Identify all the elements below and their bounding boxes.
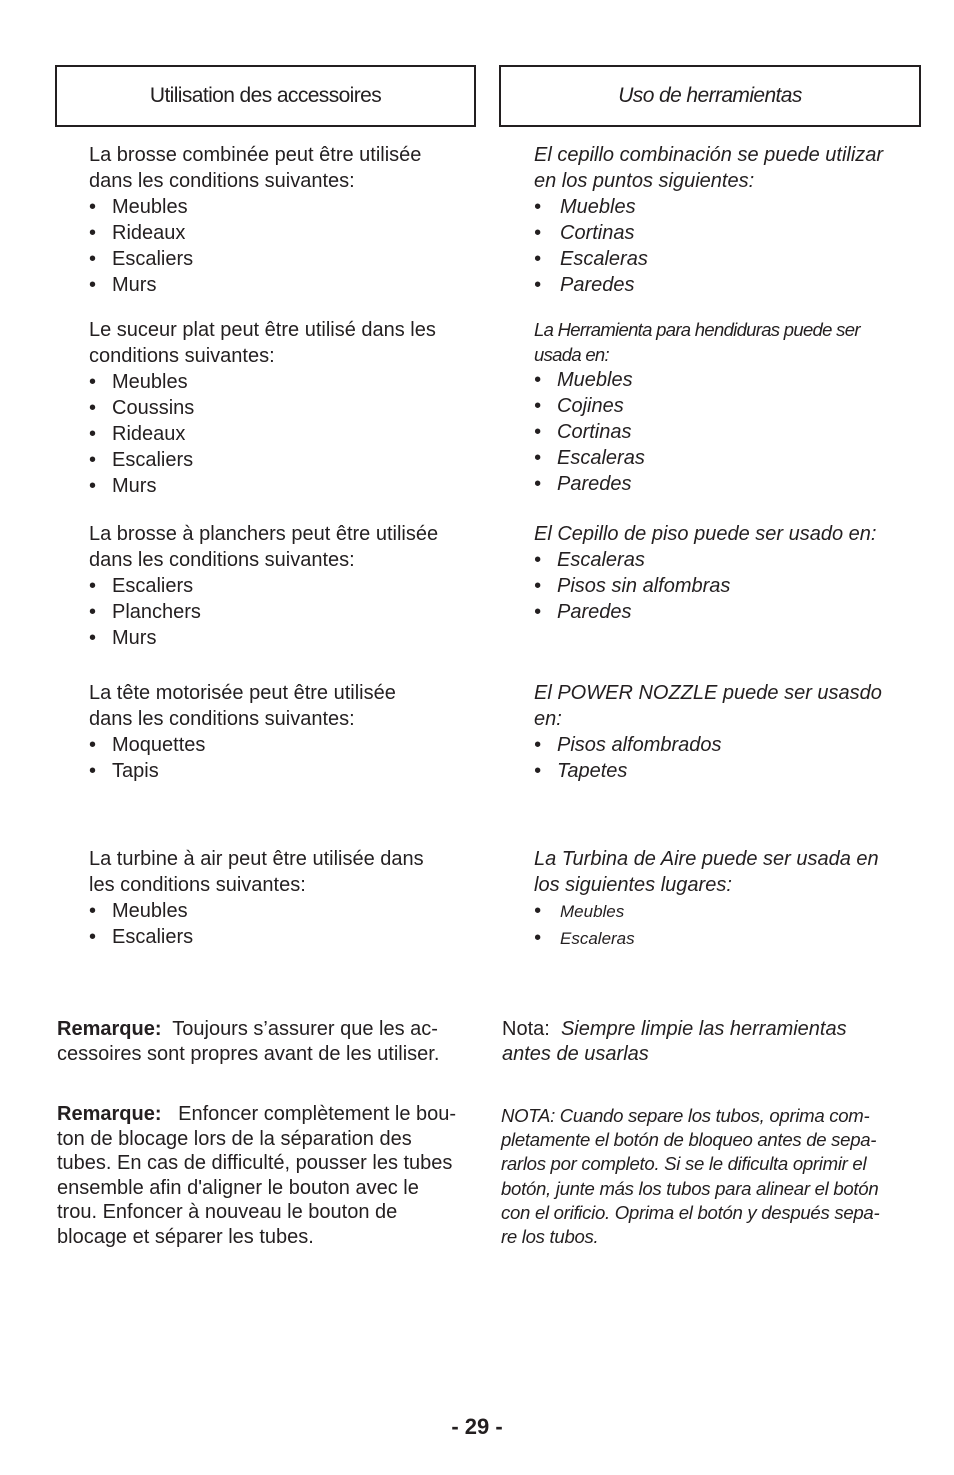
es-block-air-turbine [534,846,879,952]
es-block-power-nozzle [534,680,882,784]
list-item: • Murs [89,625,438,651]
es-block-combination-brush [534,142,883,298]
list-item: • Escaliers [89,573,438,599]
fr-block-floor-brush [89,521,438,651]
list-item: • Muebles [534,194,883,220]
bullet-list [534,194,883,298]
note-label: Nota: [502,1018,550,1040]
block-intro: La turbine à air peut être utilisée dans les conditions suivantes: [89,848,424,896]
fr-block-air-turbine [89,846,424,950]
fr-block-combination-brush [89,142,421,298]
block-intro: El POWER NOZZLE puede ser usasdo en: [534,682,882,730]
list-item: • Escaleras [534,246,883,272]
list-item: • Cortinas [534,419,860,445]
list-item: • Meubles [89,369,436,395]
list-item: • Murs [89,272,421,298]
header-box-french [55,65,476,127]
list-item: • Pisos alfombrados [534,732,882,758]
list-item: • Paredes [534,272,883,298]
list-item: • Rideaux [89,421,436,447]
list-item: • Escaliers [89,924,424,950]
list-item: • Escaliers [89,447,436,473]
bullet-list [534,732,882,784]
block-intro: La tête motorisée peut être utilisée dans les conditions suivantes: [89,682,396,730]
list-item: • Cortinas [534,220,883,246]
bullet-list [89,898,424,950]
list-item: • Paredes [534,471,860,497]
bullet-list [89,732,396,784]
bullet-list [89,573,438,651]
list-item: • Planchers [89,599,438,625]
list-item: • Escaliers [89,246,421,272]
header-box-spanish [499,65,921,127]
es-block-floor-brush [534,521,876,625]
es-note-clean-tools: Nota: Siempre limpie las herramientas antes de usarlas [502,1018,847,1065]
list-item: • Cojines [534,393,860,419]
block-intro: Le suceur plat peut être utilisé dans les conditions suivantes: [89,319,436,367]
bullet-list [89,194,421,298]
section-title-french: Utilisation des accessoires [149,84,382,107]
note-label: Remarque: [57,1018,162,1040]
es-note-separate-tubes: NOTA: Cuando separe los tubos, oprima com- pletamente el botón de bloqueo antes de sepa- rarlos por completo. Si se le dificulta oprimir el botón, junte más los tubos para alinear el botón con el orificio. Oprima el botón y después sepa- re los tubos. [501,1105,880,1248]
list-item: • Moquettes [89,732,396,758]
list-item: • Meubles [89,194,421,220]
list-item: • Escaleras [534,925,879,952]
block-intro: El Cepillo de piso puede ser usado en: [534,523,877,545]
bullet-list [89,369,436,499]
list-item: • Murs [89,473,436,499]
block-intro: La Turbina de Aire puede ser usada en los siguientes lugares: [534,848,879,896]
bullet-list [534,367,860,497]
list-item: • Muebles [534,367,860,393]
fr-note-clean-tools: Remarque: Toujours s’assurer que les ac- cessoires sont propres avant de les utiliser. [57,1018,440,1065]
list-item: • Escaleras [534,445,860,471]
list-item: • Paredes [534,599,876,625]
list-item: • Coussins [89,395,436,421]
block-intro: La Herramienta para hendiduras puede ser usada en: [534,319,860,365]
fr-block-power-nozzle [89,680,396,784]
list-item: • Meubles [89,898,424,924]
block-intro: La brosse combinée peut être utilisée dans les conditions suivantes: [89,144,422,192]
fr-block-crevice-tool [89,317,436,499]
list-item: • Tapetes [534,758,882,784]
list-item: • Pisos sin alfombras [534,573,876,599]
bullet-list [534,898,879,952]
bullet-list [534,547,876,625]
es-block-crevice-tool [534,317,860,497]
list-item: • Escaleras [534,547,876,573]
list-item: • Meubles [534,898,879,925]
list-item: • Tapis [89,758,396,784]
block-intro: La brosse à planchers peut être utilisée dans les conditions suivantes: [89,523,439,571]
section-title-spanish: Uso de herramientas [618,84,802,107]
page-number: - 29 - [451,1414,503,1439]
note-label: Remarque: [57,1103,162,1125]
block-intro: El cepillo combinación se puede utilizar en los puntos siguientes: [534,144,884,192]
fr-note-separate-tubes: Remarque: Enfoncer complètement le bou- ton de blocage lors de la séparation des tubes. En cas de difficulté, pousser les tubes ensemble afin d'aligner le bouton avec le trou. Enfoncer à nouveau le bouton de blocage et séparer les tubes. [57,1103,457,1248]
list-item: • Rideaux [89,220,421,246]
